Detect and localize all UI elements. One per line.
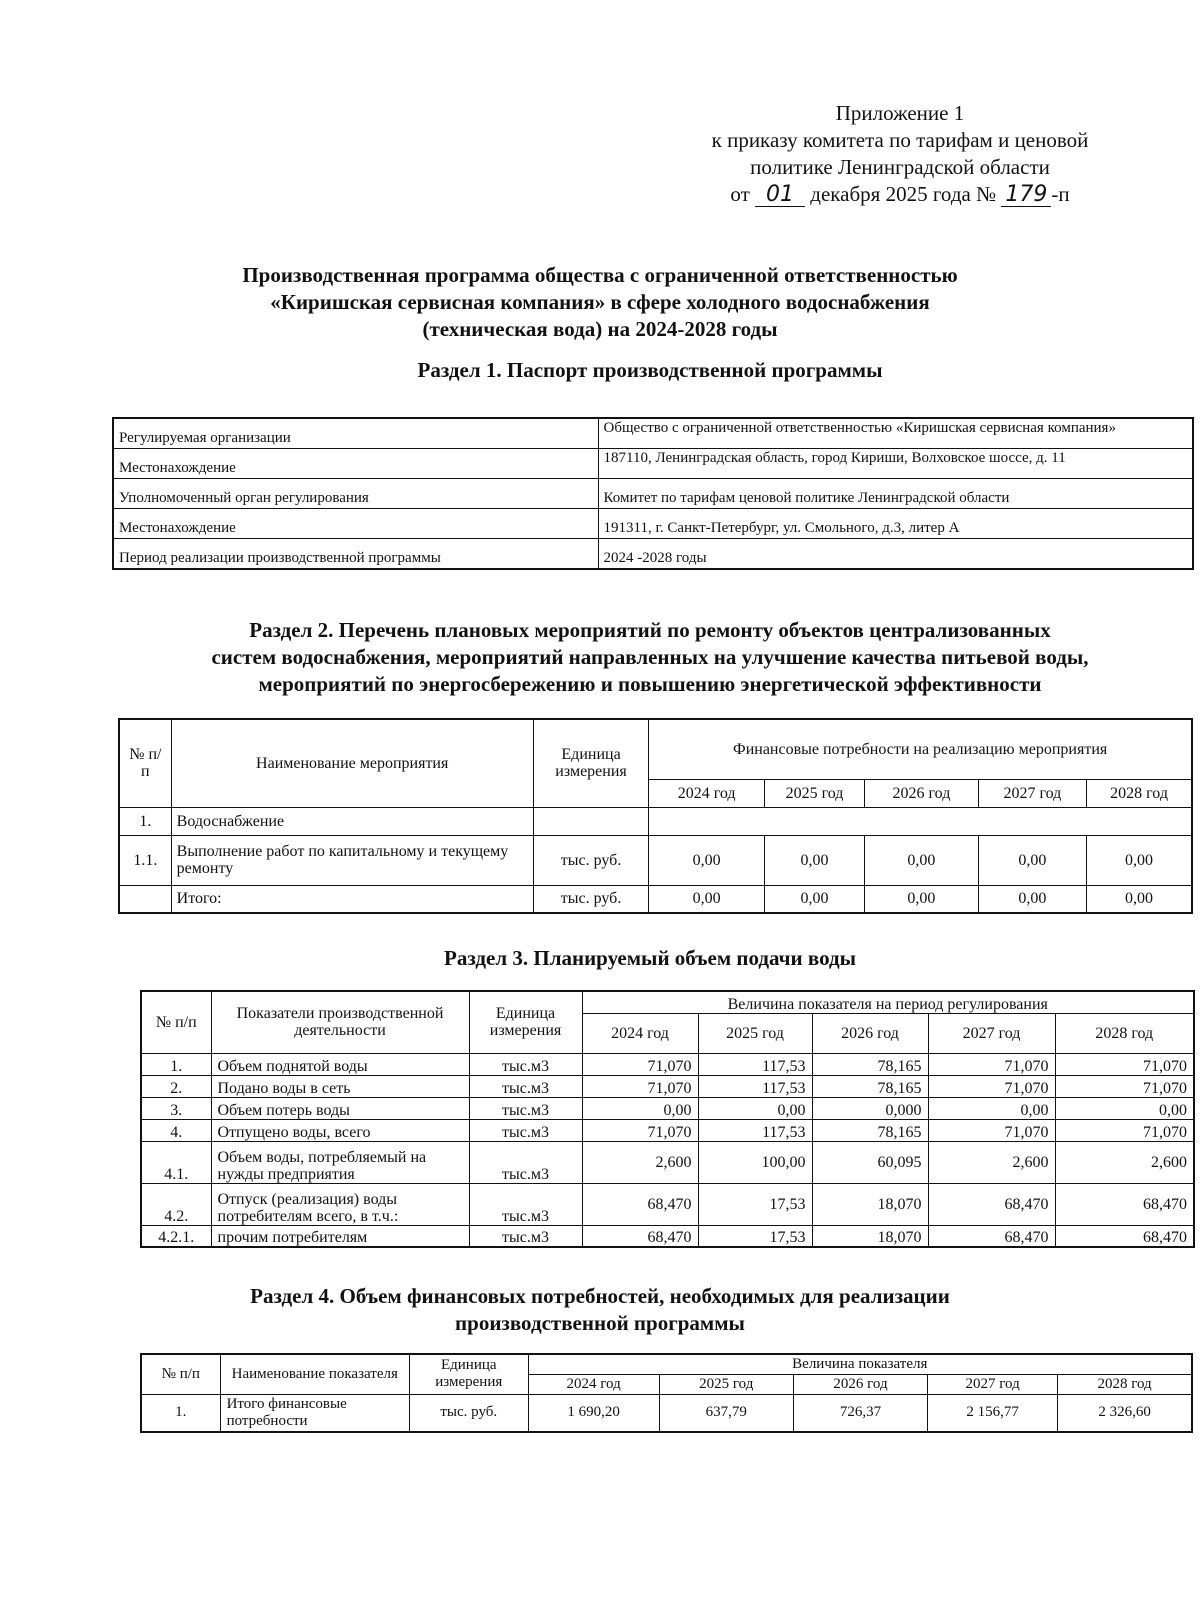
row-value: 637,79 — [659, 1394, 793, 1432]
row-name: Объем воды, потребляемый на нужды предприятия — [211, 1141, 469, 1183]
row-value: 17,53 — [698, 1225, 812, 1247]
table-row — [113, 449, 1193, 479]
activities-table — [118, 718, 1193, 914]
total-value: 0,00 — [865, 885, 979, 913]
item-unit: тыс. руб. — [533, 835, 649, 885]
row-name: Отпуск (реализация) воды потребителям всего, в т.ч.: — [211, 1183, 469, 1225]
passport-label: Период реализации производственной программы — [113, 539, 598, 570]
col-unit-header: Единица измерения — [409, 1354, 528, 1394]
appendix-line3: политике Ленинградской области — [750, 155, 1050, 179]
row-value: 0,000 — [812, 1097, 928, 1119]
year-header: 2024 год — [649, 779, 765, 807]
row-value: 0,00 — [582, 1097, 698, 1119]
col-value-header: Величина показателя — [528, 1354, 1192, 1374]
row-num: 4. — [141, 1119, 211, 1141]
row-value: 117,53 — [698, 1075, 812, 1097]
col-num-header: № п/п — [141, 1354, 220, 1394]
item-value: 0,00 — [1087, 835, 1192, 885]
col-value-header: Величина показателя на период регулирования — [582, 991, 1194, 1013]
total-value: 0,00 — [649, 885, 765, 913]
document-title — [200, 262, 1000, 343]
section4-heading — [150, 1283, 1050, 1337]
row-name: Объем потерь воды — [211, 1097, 469, 1119]
section2-heading-line2: систем водоснабжения, мероприятий направленных на улучшение качества питьевой воды, — [211, 645, 1089, 669]
row-value: 1 690,20 — [528, 1394, 659, 1432]
table-row — [113, 509, 1193, 539]
appendix-date-line — [640, 181, 1160, 208]
row-value: 68,470 — [582, 1183, 698, 1225]
section2-heading-line3: мероприятий по энергосбережению и повышению энергетической эффективности — [258, 672, 1042, 696]
table-row — [141, 1053, 1194, 1075]
water-supply-table — [140, 990, 1195, 1248]
row-num: 3. — [141, 1097, 211, 1119]
year-header: 2027 год — [928, 1013, 1055, 1053]
table-row — [119, 807, 1192, 835]
year-header: 2028 год — [1087, 779, 1192, 807]
col-name-header: Наименование показателя — [220, 1354, 409, 1394]
table-row — [113, 539, 1193, 570]
section2-heading-line1: Раздел 2. Перечень плановых мероприятий по ремонту объектов централизованных — [249, 618, 1051, 642]
row-value: 18,070 — [812, 1225, 928, 1247]
year-header: 2025 год — [764, 779, 864, 807]
total-name: Итого: — [171, 885, 533, 913]
year-header: 2027 год — [928, 1374, 1058, 1394]
section4-heading-line1: Раздел 4. Объем финансовых потребностей, необходимых для реализации — [250, 1284, 950, 1308]
row-name: Отпущено воды, всего — [211, 1119, 469, 1141]
row-num: 1. — [141, 1394, 220, 1432]
passport-value: 187110, Ленинградская область, город Кириши, Волховское шоссе, д. 11 — [598, 449, 1193, 479]
row-value: 60,095 — [812, 1141, 928, 1183]
appendix-header — [640, 100, 1160, 208]
section4-heading-line2: производственной программы — [455, 1311, 745, 1335]
section1-heading: Раздел 1. Паспорт производственной программы — [417, 358, 883, 382]
year-header: 2025 год — [698, 1013, 812, 1053]
row-unit: тыс.м3 — [469, 1225, 582, 1247]
row-value: 71,070 — [1055, 1119, 1194, 1141]
row-num: 1. — [141, 1053, 211, 1075]
item-value: 0,00 — [649, 835, 765, 885]
total-value: 0,00 — [978, 885, 1086, 913]
row-value: 71,070 — [1055, 1053, 1194, 1075]
total-value: 0,00 — [1087, 885, 1192, 913]
title-line2: «Киришская сервисная компания» в сфере холодного водоснабжения — [270, 290, 930, 314]
row-value: 71,070 — [582, 1053, 698, 1075]
passport-label: Местонахождение — [113, 449, 598, 479]
order-day: 01 — [755, 184, 805, 207]
order-number: 179 — [1001, 184, 1051, 207]
row-value: 2,600 — [1055, 1141, 1194, 1183]
row-value: 0,00 — [698, 1097, 812, 1119]
row-value: 71,070 — [582, 1075, 698, 1097]
row-unit: тыс.м3 — [469, 1075, 582, 1097]
row-value: 78,165 — [812, 1053, 928, 1075]
year-header: 2026 год — [812, 1013, 928, 1053]
row-value: 68,470 — [928, 1183, 1055, 1225]
table-row — [113, 418, 1193, 449]
year-header: 2026 год — [865, 779, 979, 807]
row-unit: тыс. руб. — [409, 1394, 528, 1432]
passport-label: Регулируемая организации — [113, 418, 598, 449]
row-name: прочим потребителям — [211, 1225, 469, 1247]
table-row — [141, 1097, 1194, 1119]
passport-value: Комитет по тарифам ценовой политике Ленинградской области — [598, 479, 1193, 509]
year-header: 2026 год — [793, 1374, 927, 1394]
table-header-row — [141, 1354, 1192, 1374]
total-value: 0,00 — [764, 885, 864, 913]
table-row — [119, 885, 1192, 913]
row-value: 2,600 — [582, 1141, 698, 1183]
row-name: Итого финансовые потребности — [220, 1394, 409, 1432]
date-middle: декабря 2025 года № — [810, 182, 997, 206]
table-row — [113, 479, 1193, 509]
row-value: 68,470 — [582, 1225, 698, 1247]
row-value: 2 326,60 — [1058, 1394, 1192, 1432]
table-row — [119, 835, 1192, 885]
section3-heading: Раздел 3. Планируемый объем подачи воды — [444, 946, 856, 970]
table-row — [141, 1075, 1194, 1097]
title-line1: Производственная программа общества с ограниченной ответственностью — [242, 263, 958, 287]
col-name-header: Наименование мероприятия — [171, 719, 533, 807]
row-num: 4.2. — [141, 1183, 211, 1225]
year-header: 2024 год — [582, 1013, 698, 1053]
total-unit: тыс. руб. — [533, 885, 649, 913]
row-value: 18,070 — [812, 1183, 928, 1225]
row-name: Подано воды в сеть — [211, 1075, 469, 1097]
row-value: 78,165 — [812, 1075, 928, 1097]
title-line3: (техническая вода) на 2024-2028 годы — [422, 317, 778, 341]
row-value: 0,00 — [1055, 1097, 1194, 1119]
col-name-header: Показатели производственной деятельности — [211, 991, 469, 1053]
row-value: 71,070 — [582, 1119, 698, 1141]
row-num: 4.2.1. — [141, 1225, 211, 1247]
table-row — [141, 1141, 1194, 1183]
table-header-row — [119, 719, 1192, 779]
row-value: 78,165 — [812, 1119, 928, 1141]
col-unit-header: Единица измерения — [533, 719, 649, 807]
item-value: 0,00 — [764, 835, 864, 885]
passport-label: Уполномоченный орган регулирования — [113, 479, 598, 509]
table-row — [141, 1225, 1194, 1247]
row-value: 71,070 — [1055, 1075, 1194, 1097]
item-value: 0,00 — [865, 835, 979, 885]
col-fin-header: Финансовые потребности на реализацию мероприятия — [649, 719, 1192, 779]
table-row — [141, 1183, 1194, 1225]
row-num: 2. — [141, 1075, 211, 1097]
row-value: 71,070 — [928, 1075, 1055, 1097]
passport-label: Местонахождение — [113, 509, 598, 539]
passport-table — [112, 417, 1194, 570]
group-name: Водоснабжение — [171, 807, 533, 835]
row-value: 68,470 — [928, 1225, 1055, 1247]
item-name: Выполнение работ по капитальному и текущему ремонту — [171, 835, 533, 885]
row-value: 71,070 — [928, 1119, 1055, 1141]
row-value: 117,53 — [698, 1119, 812, 1141]
row-value: 68,470 — [1055, 1225, 1194, 1247]
table-row — [141, 1119, 1194, 1141]
year-header: 2028 год — [1055, 1013, 1194, 1053]
row-unit: тыс.м3 — [469, 1183, 582, 1225]
row-value: 17,53 — [698, 1183, 812, 1225]
number-suffix: -п — [1051, 182, 1070, 206]
col-num-header: № п/п — [141, 991, 211, 1053]
year-header: 2028 год — [1058, 1374, 1192, 1394]
appendix-line2: к приказу комитета по тарифам и ценовой — [711, 128, 1089, 152]
row-value: 100,00 — [698, 1141, 812, 1183]
date-prefix: от — [730, 182, 750, 206]
row-value: 71,070 — [928, 1053, 1055, 1075]
passport-value: Общество с ограниченной ответственностью «Киришская сервисная компания» — [598, 418, 1193, 449]
table-row — [141, 1394, 1192, 1432]
group-num: 1. — [119, 807, 171, 835]
passport-value: 2024 -2028 годы — [598, 539, 1193, 570]
row-value: 2 156,77 — [928, 1394, 1058, 1432]
row-unit: тыс.м3 — [469, 1097, 582, 1119]
item-value: 0,00 — [978, 835, 1086, 885]
row-value: 117,53 — [698, 1053, 812, 1075]
col-num-header: № п/п — [119, 719, 171, 807]
row-value: 68,470 — [1055, 1183, 1194, 1225]
year-header: 2024 год — [528, 1374, 659, 1394]
col-unit-header: Единица измерения — [469, 991, 582, 1053]
row-num: 4.1. — [141, 1141, 211, 1183]
row-value: 726,37 — [793, 1394, 927, 1432]
year-header: 2025 год — [659, 1374, 793, 1394]
financial-needs-table — [140, 1353, 1193, 1433]
year-header: 2027 год — [978, 779, 1086, 807]
item-num: 1.1. — [119, 835, 171, 885]
row-value: 0,00 — [928, 1097, 1055, 1119]
section2-heading — [100, 617, 1200, 698]
appendix-line1: Приложение 1 — [835, 101, 965, 125]
row-value: 2,600 — [928, 1141, 1055, 1183]
passport-value: 191311, г. Санкт-Петербург, ул. Смольного, д.3, литер А — [598, 509, 1193, 539]
row-unit: тыс.м3 — [469, 1141, 582, 1183]
row-unit: тыс.м3 — [469, 1053, 582, 1075]
table-header-row — [141, 991, 1194, 1013]
row-unit: тыс.м3 — [469, 1119, 582, 1141]
row-name: Объем поднятой воды — [211, 1053, 469, 1075]
